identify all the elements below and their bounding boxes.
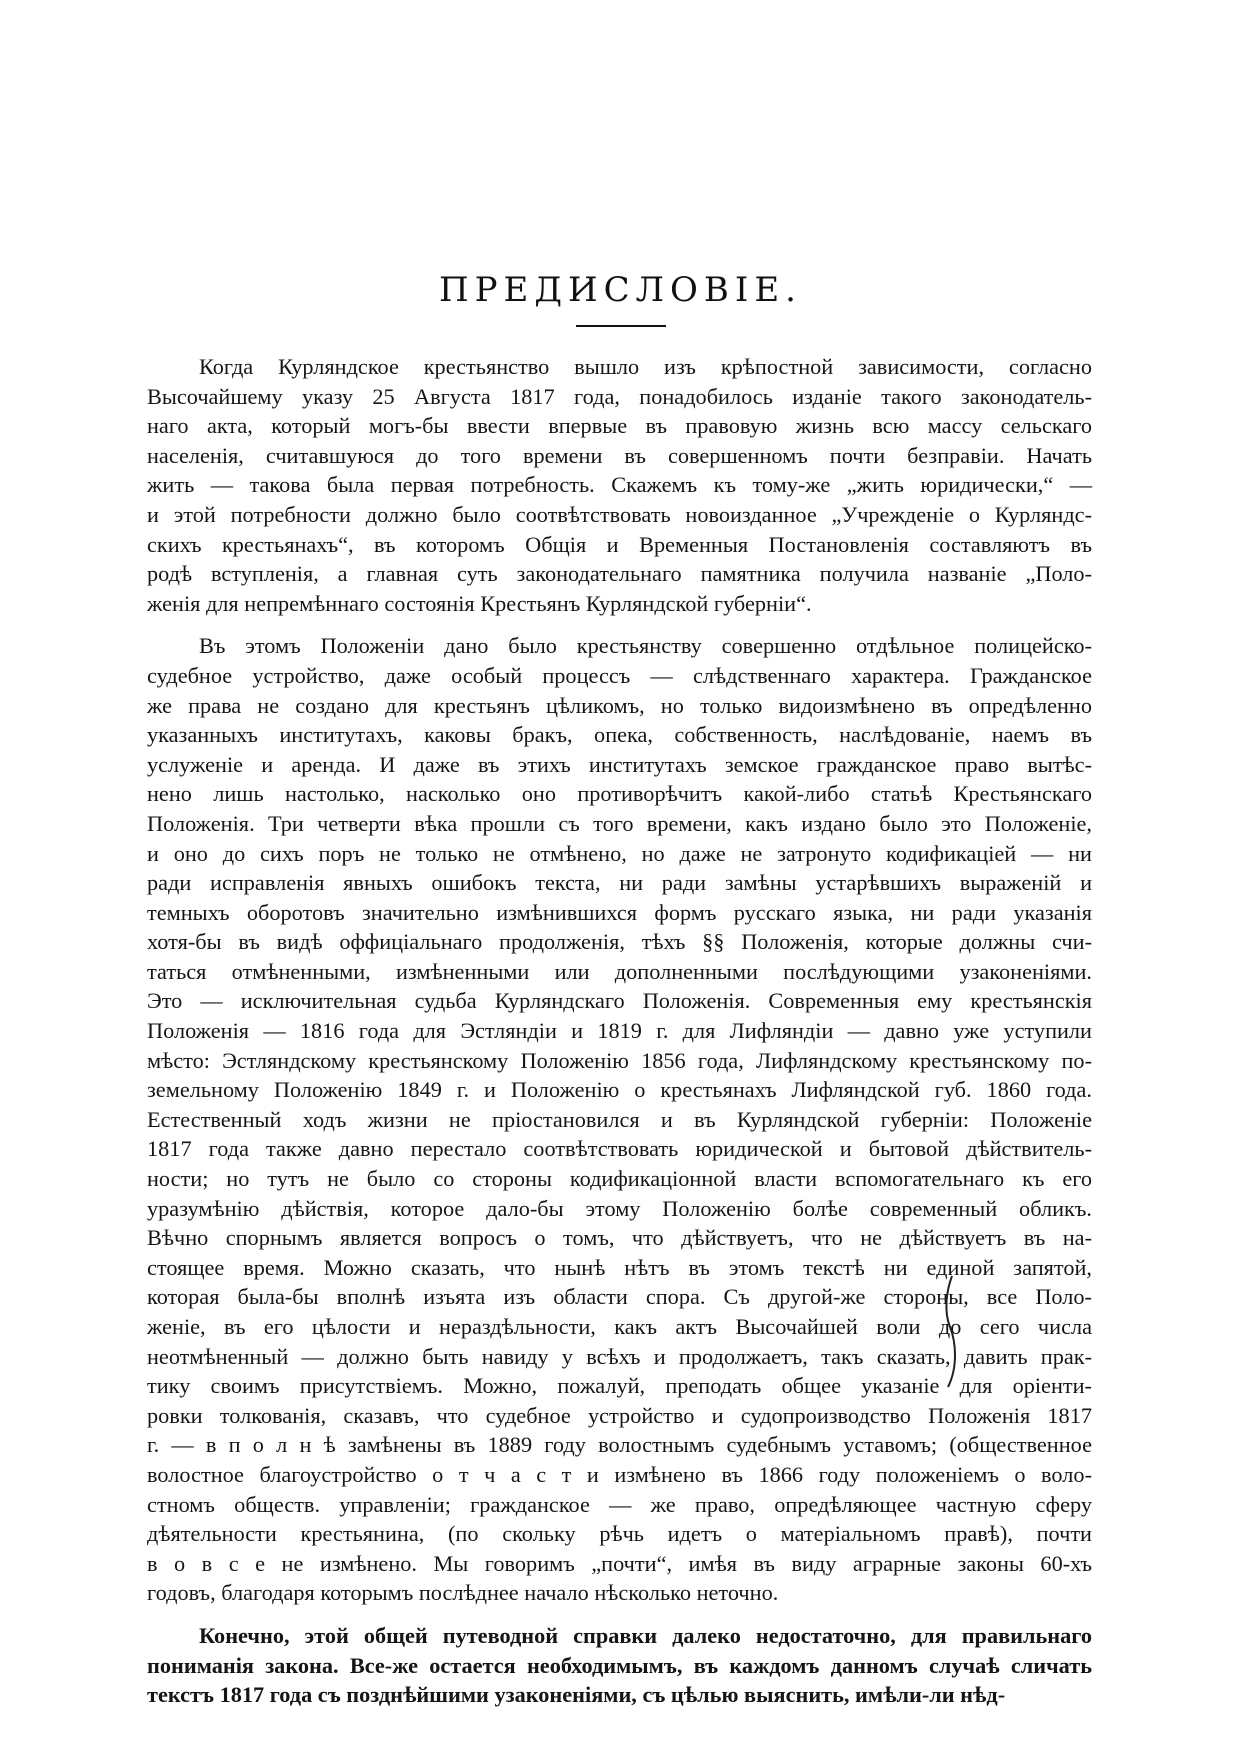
paragraph-2: [147, 631, 1092, 1608]
text-line: волостное благоустройство о т ч а с т и измѣнено въ 1866 году положеніемъ о воло-: [147, 1461, 1092, 1487]
text-line: и этой потребности должно было соотвѣтствовать новоизданное „Учрежденіе о Курляндс-: [147, 501, 1092, 527]
text-line: в о в с е не измѣнено. Мы говоримъ „почти“, имѣя въ виду аграрные законы 60-хъ: [147, 1550, 1092, 1576]
text-line: Когда Курляндское крестьянство вышло изъ крѣпостной зависимости, согласно: [199, 354, 1092, 379]
text-line: Вѣчно спорнымъ является вопросъ о томъ, что дѣйствуетъ, что не дѣйствуетъ въ на-: [147, 1225, 1092, 1251]
text-line: наго акта, который могъ-бы ввести впервые въ правовую жизнь всю массу сельскаго: [147, 413, 1092, 439]
text-line: услуженіе и аренда. И даже въ этихъ институтахъ земское гражданское право вытѣс-: [147, 751, 1092, 777]
text-line: текстъ 1817 года съ позднѣйшими узаконеніями, съ цѣлью выяснить, имѣли-ли нѣд-: [147, 1682, 1006, 1708]
text-line: уразумѣнію дѣйствія, которое дало-бы этому Положенію болѣе современный обликъ.: [147, 1195, 1092, 1221]
text-line: нено лишь настолько, насколько оно противорѣчитъ какой-либо статьѣ Крестьянскаго: [147, 781, 1092, 807]
text-line: тику своимъ присутствіемъ. Можно, пожалуй, преподать общее указаніе для оріенти-: [147, 1373, 1092, 1399]
text-line: населенія, считавшуюся до того времени въ совершенномъ почти безправіи. Начать: [147, 442, 1092, 468]
text-line: стномъ обществ. управленіи; гражданское — же право, опредѣляющее частную сферу: [147, 1491, 1092, 1517]
text-line: пониманія закона. Все-же остается необходимымъ, въ каждомъ данномъ случаѣ сличать: [147, 1652, 1092, 1678]
text-line: г. — в п о л н ѣ замѣнены въ 1889 году волостнымъ судебнымъ уставомъ; (общественное: [147, 1432, 1092, 1458]
paragraph-3: [147, 1621, 1092, 1710]
text-line: Высочайшему указу 25 Августа 1817 года, понадобилось изданіе такого законодатель-: [147, 383, 1092, 409]
text-line: судебное устройство, даже особый процессъ — слѣдственнаго характера. Гражданское: [147, 662, 1092, 688]
text-line: указанныхъ институтахъ, каковы бракъ, опека, собственность, наслѣдованіе, наемъ въ: [147, 722, 1092, 748]
text-line: женія для непремѣннаго состоянія Крестьянъ Курляндской губерніи“.: [147, 590, 812, 616]
text-line: жить — такова была первая потребность. Скажемъ къ тому-же „жить юридически,“ —: [147, 472, 1092, 498]
text-line: Положенія — 1816 года для Эстляндіи и 1819 г. для Лифляндіи — давно уже уступили: [147, 1018, 1092, 1044]
text-line: стоящее время. Можно сказать, что нынѣ нѣтъ въ этомъ текстѣ ни единой запятой,: [147, 1254, 1092, 1280]
text-line: мѣсто: Эстляндскому крестьянскому Положенію 1856 года, Лифляндскому крестьянскому по-: [147, 1047, 1092, 1073]
text-line: же права не создано для крестьянъ цѣликомъ, но только видоизмѣнено въ опредѣленно: [147, 692, 1092, 718]
text-line: Въ этомъ Положеніи дано было крестьянству совершенно отдѣльное полицейско-: [199, 633, 1092, 659]
text-line: 1817 года также давно перестало соотвѣтствовать юридической и бытовой дѣйствитель-: [147, 1136, 1092, 1162]
text-line: годовъ, благодаря которымъ послѣднее начало нѣсколько неточно.: [147, 1580, 779, 1606]
text-line: Это — исключительная судьба Курляндскаго Положенія. Современныя ему крестьянскія: [147, 988, 1092, 1014]
text-line: и оно до сихъ поръ не только не отмѣнено, но даже не затронуто кодификаціей — ни: [147, 840, 1092, 866]
text-line: Конечно, этой общей путеводной справки далеко недостаточно, для правильнаго: [199, 1622, 1092, 1648]
text-line: Естественный ходъ жизни не пріостановился и въ Курляндской губерніи: Положеніе: [147, 1106, 1092, 1132]
text-line: Положенія. Три четверти вѣка прошли съ того времени, какъ издано было это Положеніе,: [147, 810, 1092, 836]
text-line: неотмѣненный — должно быть навиду у всѣхъ и продолжаетъ, такъ сказать, давить прак-: [147, 1343, 1092, 1369]
text-line: ности; но тутъ не было со стороны кодификаціонной власти вспомогательнаго къ его: [147, 1166, 1092, 1192]
page-title: ПРЕДИСЛОВІЕ.: [439, 270, 802, 310]
text-line: ради исправленія явныхъ ошибокъ текста, ни ради замѣны устарѣвшихъ выраженій и: [147, 870, 1092, 896]
body-text: [147, 352, 1092, 1723]
handwritten-bracket-mark: [938, 1272, 968, 1392]
text-line: скихъ крестьянахъ“, въ которомъ Общія и Временныя Постановленія составляютъ въ: [147, 531, 1092, 557]
text-line: ровки толкованія, сказавъ, что судебное устройство и судопроизводство Положенія 1817: [147, 1402, 1092, 1428]
paragraph-1: [147, 352, 1092, 618]
text-line: земельному Положенію 1849 г. и Положенію о крестьянахъ Лифляндской губ. 1860 года.: [147, 1077, 1092, 1103]
text-line: хотя-бы въ видѣ оффиціальнаго продолженія, тѣхъ §§ Положенія, которые должны счи-: [147, 929, 1092, 955]
text-line: которая была-бы вполнѣ изъята изъ области спора. Съ другой-же стороны, все Поло-: [147, 1284, 1092, 1310]
text-line: дѣятельности крестьянина, (по скольку рѣчь идетъ о матеріальномъ правѣ), почти: [147, 1521, 1092, 1547]
text-line: таться отмѣненными, измѣненными или дополненными послѣдующими узаконеніями.: [147, 958, 1092, 984]
text-line: женіе, въ его цѣлости и нераздѣльности, какъ актъ Высочайшей воли до сего числа: [147, 1314, 1092, 1339]
text-line: родѣ вступленія, а главная суть законодательнаго памятника получила названіе „Поло-: [147, 561, 1092, 587]
text-line: темныхъ оборотовъ значительно измѣнившихся формъ русскаго языка, ни ради указанія: [147, 899, 1092, 925]
title-divider: [576, 325, 666, 327]
